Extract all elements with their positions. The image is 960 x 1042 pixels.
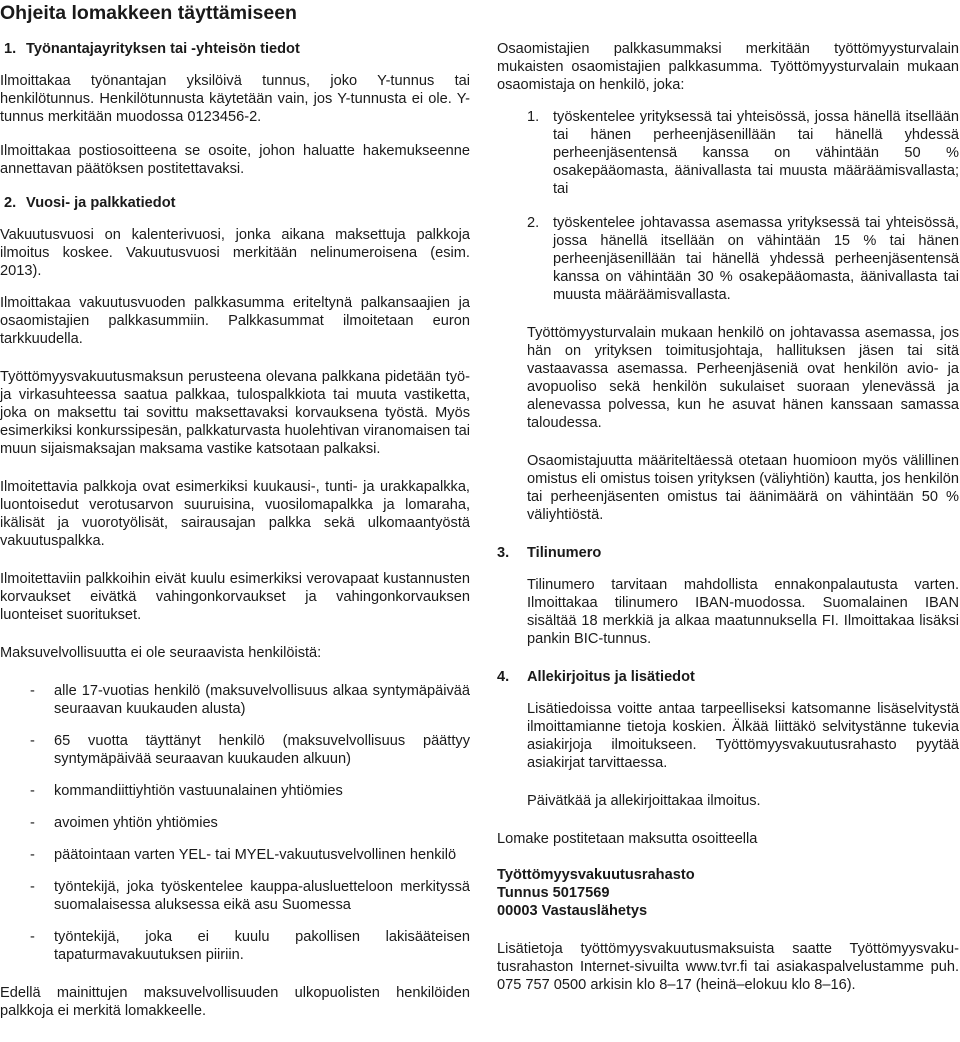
list-item: [0, 928, 470, 964]
section-3-heading: [497, 544, 959, 562]
list-marker: -: [30, 929, 35, 945]
paragraph: Ilmoitettaviin palkkoihin eivät kuulu esimerkiksi verovapaat kustannusten korvaukset eivätkä vahingonkorvaukset ja vahingonkorvauksen luonteiset suoritukset.: [0, 571, 470, 623]
left-column: [0, 40, 470, 1040]
mailing-note: Lomake postitetaan maksutta osoitteella: [497, 831, 758, 847]
right-indented-block: [527, 324, 959, 524]
contact-info: Lisätietoja työttömyysvakuutusmaksuista saatte Työttömyysvakutusrahaston Internet-sivuilta www.tvr.fi tai asiakaspalvelustamme puh. 075 757 0500 arkisin klo 8–17 (heinä–elokuu klo 8–16).: [497, 941, 959, 993]
list-item: [0, 814, 470, 832]
right-column: [497, 40, 959, 1014]
list-marker: -: [30, 847, 35, 863]
paragraph: Edellä mainittujen maksuvelvollisuuden ulkopuolisten henkilöiden palkkoja ei merkitä lomakkeelle.: [0, 985, 470, 1019]
list-item-text: työntekijä, joka ei kuulu pakollisen lakisääteisen tapaturmavakuutuksen piiriin.: [54, 929, 470, 963]
paragraph: Päivätkää ja allekirjoittakaa ilmoitus.: [527, 793, 761, 809]
list-item: [0, 732, 470, 768]
paragraph: Ilmoittakaa postiosoitteena se osoite, johon haluatte hakemukseenne annettavan päätöksen postitettavaksi.: [0, 143, 470, 177]
section-title: Tilinumero: [527, 545, 602, 561]
paragraph: Ilmoittakaa työnantajan yksilöivä tunnus, joko Y-tunnus tai henkilötunnus. Henkilötunnusta käytetään vain, jos Y-tunnusta ei ole. Y-tunnus merkitään muodossa 0123456-2.: [0, 73, 470, 125]
list-marker: 1.: [527, 109, 540, 125]
address-line: Työttömyysvakuutusrahasto: [497, 867, 695, 883]
list-marker: -: [30, 879, 35, 895]
paragraph: Maksuvelvollisuutta ei ole seuraavista henkilöistä:: [0, 645, 322, 661]
list-item-text: työskentelee johtavassa asemassa yrityksessä tai yhteisössä, jossa hänellä itsellään on vähintään 15 % tai hänen perheenjäsenillään tai hänellä yhdessä perheenjäsentensä kanssa on vähintään 30 % osakepääomasta, äänivallasta tai muusta määräämisvallasta.: [553, 215, 959, 303]
section-3-body: [527, 576, 959, 648]
list-marker: 2.: [527, 215, 540, 231]
list-item-text: avoimen yhtiön yhtiömies: [54, 815, 218, 831]
list-marker: -: [30, 783, 35, 799]
list-item-text: päätointaan varten YEL- tai MYEL-vakuutusvelvollinen henkilö: [54, 847, 457, 863]
list-item-text: alle 17-vuotias henkilö (maksuvelvollisuus alkaa syntymäpäivää seuraavan kuukauden alusta): [54, 683, 470, 717]
section-4-body: [527, 700, 959, 810]
paragraph: Tilinumero tarvitaan mahdollista ennakonpalautusta varten. Ilmoittakaa tilinumero IBAN-muodossa. Suomalainen IBAN sisältää 18 merkkiä ja alkaa maatunnuksella FI. Ilmoittakaa lisäksi pankin BIC-tunnus.: [527, 577, 959, 647]
list-item-text: 65 vuotta täyttänyt henkilö (maksuvelvollisuus päättyy syntymäpäivää seuraavan kuukauden alkuun): [54, 733, 470, 767]
paragraph: Vakuutusvuosi on kalenterivuosi, jonka aikana maksettuja palkkoja ilmoitus koskee. Vakuutusvuosi merkitään nelinumeroisena (esim. 2013).: [0, 227, 470, 279]
exemption-list: [0, 682, 470, 964]
paragraph: Osaomistajuutta määriteltäessä otetaan huomioon myös välillinen omistus eli omistus toisen yrityksen (väliyhtiön) kautta, jos henkilön tai perheenjäsenten omistus tai äänimäärä on vähintään 50 % väliyhtiöstä.: [527, 453, 959, 523]
paragraph: Ilmoitettavia palkkoja ovat esimerkiksi kuukausi-, tunti- ja urakkapalkka, luontoisedut verotusarvon suuruisina, vuosilomapalkka ja lomaraha, ikälisät ja vuorotyölisät, sairausajan palkka sekä ulkomaantyöstä vakuutuspalkka.: [0, 479, 470, 549]
section-number: 1.: [4, 41, 17, 57]
list-item: [497, 108, 959, 198]
paragraph: Osaomistajien palkkasummaksi merkitään työttömyysturvalain mukaisten osaomistajien palkkasumma. Työttömyysturvalain mukaan osaomistaja on henkilö, joka:: [497, 41, 959, 93]
paragraph: Lisätiedoissa voitte antaa tarpeelliseksi katsomanne lisäselvitystä ilmoittamianne tietoja koskien. Älkää liittäkö selvitystänne tukevia asiakirjoja ilmoitukseen. Työttömyysvakuutusrahasto pyytää asiakirjat tarvittaessa.: [527, 701, 959, 771]
list-item: [0, 682, 470, 718]
section-2-heading: [0, 194, 470, 212]
section-number: 4.: [497, 669, 510, 685]
section-1-heading: [0, 40, 470, 58]
paragraph: Työttömyysturvalain mukaan henkilö on johtavassa asemassa, jos hän on yrityksen toimitusjohtaja, hallituksen jäsen tai sitä vastaavassa asemassa. Perheenjäseniä ovat henkilön avio- ja avopuoliso sekä henkilön sukulaiset suoraan ylenevässä ja alenevassa polvessa, kun he asuvat hänen kanssaan samassa taloudessa.: [527, 325, 959, 431]
address-line: Tunnus 5017569: [497, 885, 610, 901]
list-item-text: kommandiittiyhtiön vastuunalainen yhtiömies: [54, 783, 343, 799]
list-item: [0, 878, 470, 914]
mailing-address: [497, 866, 959, 920]
address-line: 00003 Vastauslähetys: [497, 903, 648, 919]
list-item: [0, 782, 470, 800]
section-title: Allekirjoitus ja lisätiedot: [527, 669, 695, 685]
section-title: Vuosi- ja palkkatiedot: [26, 195, 176, 211]
section-4-heading: [497, 668, 959, 686]
list-marker: -: [30, 815, 35, 831]
paragraph: Ilmoittakaa vakuutusvuoden palkkasumma eriteltynä palkansaajien ja osaomistajien palkkasummiin. Palkkasummat ilmoitetaan euron tarkkuudella.: [0, 295, 470, 347]
section-number: 2.: [4, 195, 17, 211]
shareholder-criteria-list: [497, 108, 959, 304]
list-marker: -: [30, 683, 35, 699]
page-title: Ohjeita lomakkeen täyttämiseen: [0, 2, 297, 24]
paragraph: Työttömyysvakuutusmaksun perusteena olevana palkkana pidetään työ- ja virkasuhteessa saatua palkkaa, tulospalkkiota tai muuta vastiketta, joka on maksettu tai sovittu maksettavaksi korvauksena työstä. Myös esimerkiksi konkurssipesän, palkkaturvasta huolehtivan viranomaisen tai muun sijaismaksajan maksama vastike katsotaan palkaksi.: [0, 369, 470, 457]
section-title: Työnantajayrityksen tai -yhteisön tiedot: [26, 41, 300, 57]
section-number: 3.: [497, 545, 510, 561]
list-item-text: työskentelee yrityksessä tai yhteisössä, jossa hänellä itsellään tai hänen perheenjäsenillään tai hänellä yhdessä perheenjäsentensä kanssa on vähintään 50 % osakepääomasta, äänivallasta tai muusta määräämisvallasta; tai: [553, 109, 959, 197]
list-item: [497, 214, 959, 304]
list-item-text: työntekijä, joka työskentelee kauppa-alusluetteloon merkityssä suomalaisessa aluksessa eikä asu Suomessa: [54, 879, 470, 913]
list-item: [0, 846, 470, 864]
list-marker: -: [30, 733, 35, 749]
